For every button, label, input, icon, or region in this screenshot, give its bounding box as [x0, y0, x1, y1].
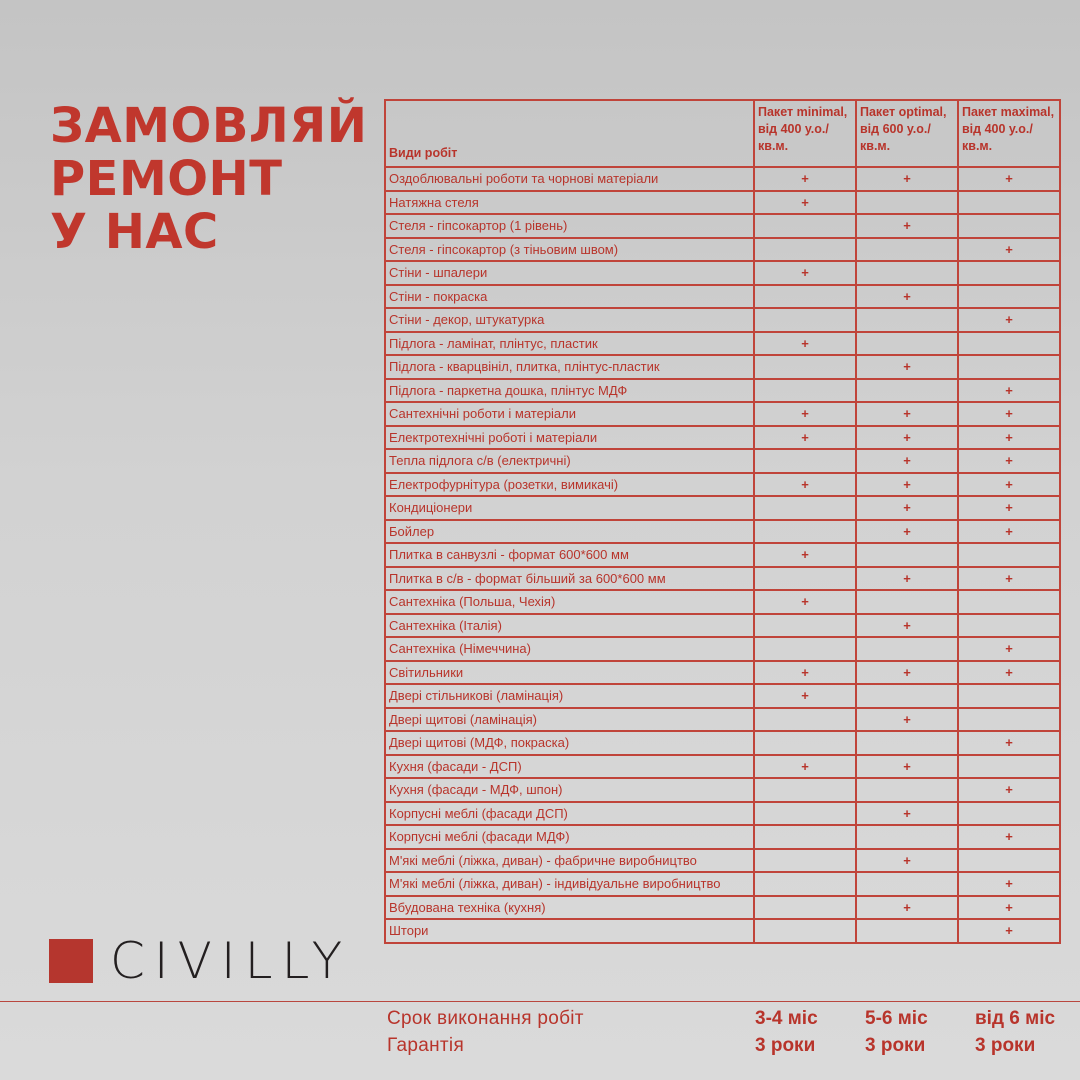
- work-type-cell: Підлога - паркетна дошка, плінтус МДФ: [385, 379, 754, 403]
- minimal-cell: [754, 355, 856, 379]
- table-header-row: [385, 100, 1060, 167]
- work-type-cell: Електротехнічні роботі і матеріали: [385, 426, 754, 450]
- maximal-cell: [958, 849, 1060, 873]
- table-row: [385, 731, 1060, 755]
- optimal-cell: +: [856, 802, 958, 826]
- maximal-cell: +: [958, 520, 1060, 544]
- optimal-cell: +: [856, 708, 958, 732]
- table-row: [385, 285, 1060, 309]
- work-type-cell: Двері щитові (ламінація): [385, 708, 754, 732]
- work-type-cell: Стіни - декор, штукатурка: [385, 308, 754, 332]
- maximal-cell: +: [958, 473, 1060, 497]
- table-row: [385, 496, 1060, 520]
- divider-line: [0, 1001, 1080, 1002]
- optimal-cell: +: [856, 567, 958, 591]
- minimal-cell: [754, 214, 856, 238]
- maximal-cell: +: [958, 402, 1060, 426]
- maximal-cell: [958, 261, 1060, 285]
- optimal-cell: +: [856, 496, 958, 520]
- optimal-cell: [856, 261, 958, 285]
- table-row: [385, 919, 1060, 943]
- maximal-cell: [958, 355, 1060, 379]
- minimal-cell: +: [754, 402, 856, 426]
- work-type-cell: Кондиціонери: [385, 496, 754, 520]
- table-row: [385, 684, 1060, 708]
- duration-optimal: 5-6 міс: [865, 1008, 928, 1029]
- table-row: [385, 708, 1060, 732]
- optimal-cell: +: [856, 473, 958, 497]
- optimal-cell: +: [856, 214, 958, 238]
- maximal-cell: [958, 214, 1060, 238]
- minimal-cell: +: [754, 473, 856, 497]
- table-row: [385, 379, 1060, 403]
- work-type-cell: Підлога - ламінат, плінтус, пластик: [385, 332, 754, 356]
- optimal-cell: +: [856, 661, 958, 685]
- maximal-cell: [958, 543, 1060, 567]
- warranty-maximal: 3 роки: [975, 1035, 1036, 1056]
- minimal-cell: +: [754, 191, 856, 215]
- maximal-cell: +: [958, 567, 1060, 591]
- minimal-cell: [754, 825, 856, 849]
- duration-label: Срок виконання робіт: [387, 1008, 584, 1029]
- maximal-cell: [958, 590, 1060, 614]
- optimal-cell: [856, 637, 958, 661]
- work-type-cell: Двері стільникові (ламінація): [385, 684, 754, 708]
- minimal-cell: [754, 778, 856, 802]
- footer-summary: [387, 1008, 1067, 1062]
- optimal-cell: [856, 778, 958, 802]
- work-type-cell: Світильники: [385, 661, 754, 685]
- table-row: [385, 802, 1060, 826]
- duration-minimal: 3-4 міс: [755, 1008, 818, 1029]
- optimal-cell: +: [856, 849, 958, 873]
- maximal-cell: +: [958, 379, 1060, 403]
- optimal-cell: [856, 332, 958, 356]
- work-type-cell: Стеля - гіпсокартор (1 рівень): [385, 214, 754, 238]
- minimal-cell: [754, 567, 856, 591]
- minimal-cell: [754, 731, 856, 755]
- minimal-cell: +: [754, 332, 856, 356]
- maximal-cell: +: [958, 825, 1060, 849]
- brand-name: CIVILLY: [110, 932, 352, 990]
- maximal-cell: +: [958, 426, 1060, 450]
- maximal-cell: +: [958, 308, 1060, 332]
- optimal-cell: +: [856, 355, 958, 379]
- duration-maximal: від 6 міс: [975, 1008, 1056, 1029]
- logo-square-icon: [49, 939, 93, 983]
- minimal-cell: [754, 285, 856, 309]
- table-body: [385, 167, 1060, 943]
- optimal-cell: [856, 872, 958, 896]
- maximal-cell: +: [958, 496, 1060, 520]
- headline-line-3: У НАС: [50, 204, 219, 260]
- work-type-cell: Натяжна стеля: [385, 191, 754, 215]
- minimal-cell: [754, 919, 856, 943]
- table-row: [385, 614, 1060, 638]
- optimal-cell: [856, 191, 958, 215]
- work-type-cell: Оздоблювальні роботи та чорнові матеріали: [385, 167, 754, 191]
- optimal-cell: [856, 919, 958, 943]
- minimal-cell: [754, 496, 856, 520]
- maximal-cell: +: [958, 778, 1060, 802]
- warranty-optimal: 3 роки: [865, 1035, 926, 1056]
- work-type-cell: Корпусні меблі (фасади ДСП): [385, 802, 754, 826]
- minimal-cell: +: [754, 543, 856, 567]
- warranty-label: Гарантія: [387, 1035, 465, 1056]
- work-type-cell: Плитка в с/в - формат більший за 600*600 мм: [385, 567, 754, 591]
- work-type-cell: Підлога - кварцвініл, плитка, плінтус-пластик: [385, 355, 754, 379]
- minimal-cell: [754, 449, 856, 473]
- minimal-cell: [754, 520, 856, 544]
- work-type-cell: Сантехніка (Німеччина): [385, 637, 754, 661]
- header-package-optimal: Пакет optimal, від 600 у.о./кв.м.: [856, 100, 958, 167]
- optimal-cell: +: [856, 426, 958, 450]
- optimal-cell: [856, 379, 958, 403]
- work-type-cell: Плитка в санвузлі - формат 600*600 мм: [385, 543, 754, 567]
- maximal-cell: [958, 755, 1060, 779]
- optimal-cell: [856, 308, 958, 332]
- work-type-cell: Двері щитові (МДФ, покраска): [385, 731, 754, 755]
- headline-line-1: ЗАМОВЛЯЙ: [50, 98, 368, 154]
- optimal-cell: [856, 590, 958, 614]
- warranty-minimal: 3 роки: [755, 1035, 816, 1056]
- table-row: [385, 473, 1060, 497]
- optimal-cell: [856, 238, 958, 262]
- headline-line-2: РЕМОНТ: [50, 151, 283, 207]
- optimal-cell: +: [856, 614, 958, 638]
- table-row: [385, 778, 1060, 802]
- optimal-cell: +: [856, 449, 958, 473]
- work-type-cell: Стеля - гіпсокартор (з тіньовим швом): [385, 238, 754, 262]
- table-row: [385, 238, 1060, 262]
- optimal-cell: +: [856, 520, 958, 544]
- table-row: [385, 896, 1060, 920]
- table-row: [385, 590, 1060, 614]
- brand-logo: [49, 932, 352, 990]
- work-type-cell: Електрофурнітура (розетки, вимикачі): [385, 473, 754, 497]
- optimal-cell: [856, 731, 958, 755]
- maximal-cell: [958, 191, 1060, 215]
- work-type-cell: Кухня (фасади - МДФ, шпон): [385, 778, 754, 802]
- maximal-cell: +: [958, 919, 1060, 943]
- maximal-cell: +: [958, 167, 1060, 191]
- work-type-cell: М'які меблі (ліжка, диван) - фабричне виробництво: [385, 849, 754, 873]
- minimal-cell: +: [754, 755, 856, 779]
- work-type-cell: Сантехніка (Італія): [385, 614, 754, 638]
- table-row: [385, 825, 1060, 849]
- optimal-cell: +: [856, 167, 958, 191]
- work-type-cell: Стіни - покраска: [385, 285, 754, 309]
- table-row: [385, 520, 1060, 544]
- maximal-cell: +: [958, 449, 1060, 473]
- minimal-cell: +: [754, 167, 856, 191]
- header-package-maximal: Пакет maximal, від 400 у.о./кв.м.: [958, 100, 1060, 167]
- maximal-cell: +: [958, 896, 1060, 920]
- work-type-cell: Кухня (фасади - ДСП): [385, 755, 754, 779]
- work-type-cell: Корпусні меблі (фасади МДФ): [385, 825, 754, 849]
- table-row: [385, 426, 1060, 450]
- maximal-cell: [958, 614, 1060, 638]
- minimal-cell: [754, 308, 856, 332]
- table-row: [385, 637, 1060, 661]
- optimal-cell: [856, 825, 958, 849]
- minimal-cell: [754, 614, 856, 638]
- maximal-cell: +: [958, 238, 1060, 262]
- maximal-cell: [958, 708, 1060, 732]
- maximal-cell: +: [958, 637, 1060, 661]
- warranty-row: [387, 1035, 1067, 1062]
- minimal-cell: +: [754, 661, 856, 685]
- maximal-cell: [958, 802, 1060, 826]
- table-row: [385, 849, 1060, 873]
- table-row: [385, 332, 1060, 356]
- minimal-cell: [754, 872, 856, 896]
- minimal-cell: [754, 896, 856, 920]
- maximal-cell: [958, 332, 1060, 356]
- maximal-cell: +: [958, 731, 1060, 755]
- work-type-cell: Стіни - шпалери: [385, 261, 754, 285]
- maximal-cell: [958, 285, 1060, 309]
- table-row: [385, 191, 1060, 215]
- minimal-cell: [754, 849, 856, 873]
- table-row: [385, 308, 1060, 332]
- optimal-cell: [856, 543, 958, 567]
- maximal-cell: +: [958, 872, 1060, 896]
- minimal-cell: [754, 238, 856, 262]
- minimal-cell: [754, 637, 856, 661]
- table-row: [385, 567, 1060, 591]
- optimal-cell: +: [856, 755, 958, 779]
- optimal-cell: [856, 684, 958, 708]
- table-row: [385, 661, 1060, 685]
- minimal-cell: +: [754, 261, 856, 285]
- duration-row: [387, 1008, 1067, 1035]
- minimal-cell: [754, 708, 856, 732]
- optimal-cell: +: [856, 402, 958, 426]
- optimal-cell: +: [856, 285, 958, 309]
- maximal-cell: +: [958, 661, 1060, 685]
- headline: [50, 100, 367, 259]
- work-type-cell: Штори: [385, 919, 754, 943]
- minimal-cell: +: [754, 426, 856, 450]
- work-type-cell: Тепла підлога с/в (електричні): [385, 449, 754, 473]
- table-row: [385, 402, 1060, 426]
- minimal-cell: [754, 379, 856, 403]
- maximal-cell: [958, 684, 1060, 708]
- optimal-cell: +: [856, 896, 958, 920]
- table-row: [385, 214, 1060, 238]
- work-type-cell: Сантехнічні роботи і матеріали: [385, 402, 754, 426]
- work-type-cell: Бойлер: [385, 520, 754, 544]
- work-type-cell: Сантехніка (Польша, Чехія): [385, 590, 754, 614]
- minimal-cell: +: [754, 590, 856, 614]
- table-row: [385, 755, 1060, 779]
- table-row: [385, 449, 1060, 473]
- work-type-cell: М'які меблі (ліжка, диван) - індивідуальне виробництво: [385, 872, 754, 896]
- table-row: [385, 872, 1060, 896]
- header-package-minimal: Пакет minimal, від 400 у.о./кв.м.: [754, 100, 856, 167]
- table-row: [385, 261, 1060, 285]
- table-row: [385, 543, 1060, 567]
- minimal-cell: [754, 802, 856, 826]
- packages-table: [384, 99, 1061, 944]
- table-row: [385, 355, 1060, 379]
- table-row: [385, 167, 1060, 191]
- work-type-cell: Вбудована техніка (кухня): [385, 896, 754, 920]
- minimal-cell: +: [754, 684, 856, 708]
- header-work-types: Види робіт: [385, 100, 754, 167]
